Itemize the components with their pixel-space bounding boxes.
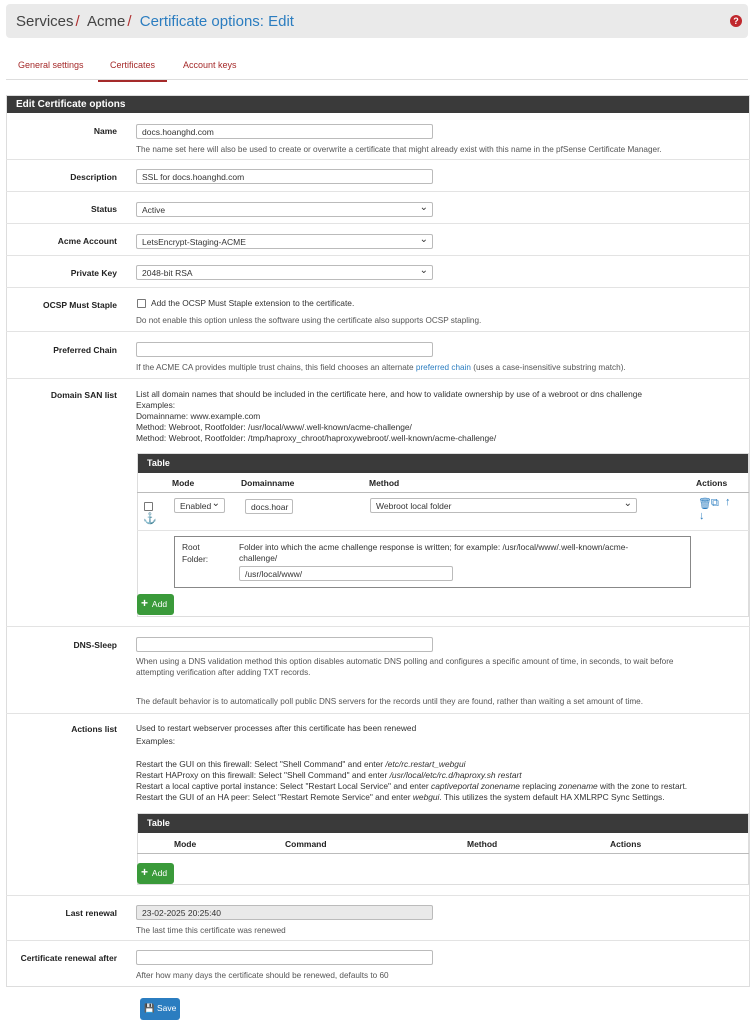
page-title: Certificate options: Edit (139, 13, 294, 30)
divider (6, 626, 750, 627)
private-key-select[interactable] (136, 265, 433, 280)
domain-san-examples: Examples: (136, 400, 176, 410)
actions-example-4-cmd: webgui (412, 792, 440, 802)
description-label: Description (70, 172, 117, 182)
row-mode-value: Enabled (180, 501, 212, 511)
status-value: Active (142, 205, 166, 215)
arrow-down-icon[interactable]: ↓ (699, 510, 705, 522)
copy-icon[interactable]: ⧉ (711, 497, 719, 509)
preferred-chain-input[interactable] (136, 342, 433, 357)
domain-san-table-title: Table (138, 454, 748, 473)
trash-icon[interactable]: 🗑 (698, 498, 712, 510)
breadcrumb-acme[interactable]: Acme (87, 13, 126, 30)
domain-add-button[interactable] (137, 594, 174, 615)
question-icon[interactable]: ? (730, 15, 742, 27)
tab-bar (6, 44, 748, 80)
ocsp-help: Do not enable this option unless the software using the certificate also supports OCSP stapling. (136, 316, 482, 325)
actions-example-2-cmd: /usr/local/etc/rc.d/haproxy.sh restart (389, 770, 522, 780)
actions-example-1 (136, 759, 465, 770)
table-header-divider (137, 853, 749, 854)
name-label: Name (93, 126, 117, 136)
description-input[interactable]: SSL for docs.hoanghd.com (136, 169, 433, 184)
breadcrumb-separator: / (75, 13, 80, 30)
divider (6, 713, 750, 714)
dns-sleep-input[interactable] (136, 637, 433, 652)
actions-list-label: Actions list (71, 724, 117, 734)
arrow-up-icon[interactable]: ↑ (725, 496, 731, 508)
status-select[interactable] (136, 202, 433, 217)
anchor-icon[interactable]: ⚓ (143, 513, 157, 525)
breadcrumb-services[interactable]: Services (16, 13, 74, 30)
root-folder-help-2: challenge/ (239, 553, 278, 563)
breadcrumb-separator: / (127, 13, 132, 30)
domain-add-label: Add (151, 599, 168, 609)
tab-account-keys[interactable]: Account keys (183, 60, 237, 70)
save-button[interactable] (140, 998, 180, 1020)
actions-example-4-post: . This utilizes the system default HA XMLRPC Sync Settings. (439, 792, 665, 802)
divider (6, 895, 750, 896)
preferred-chain-help-post: (uses a case-insensitive substring match). (473, 363, 626, 372)
col-mode: Mode (174, 839, 197, 849)
divider (6, 940, 750, 941)
actions-example-3-cmd: captiveportal zonename (431, 781, 520, 791)
root-folder-label-2: Folder: (182, 554, 209, 564)
actions-table (137, 813, 749, 885)
ocsp-checkbox[interactable] (137, 299, 146, 308)
actions-example-4-text: Restart the GUI of an HA peer: Select "Restart Remote Service" and enter (136, 792, 413, 802)
row-domainname-input[interactable]: docs.hoar (245, 499, 293, 514)
col-actions: Actions (696, 478, 728, 488)
actions-example-2-text: Restart HAProxy on this firewall: Select "Shell Command" and enter (136, 770, 390, 780)
col-command: Command (285, 839, 327, 849)
last-renewal-input: 23-02-2025 20:25:40 (136, 905, 433, 920)
divider (6, 191, 750, 192)
divider (6, 287, 750, 288)
plus-icon: + (141, 865, 149, 879)
domain-san-intro: List all domain names that should be included in the certificate here, and how to validate ownership by use of a webroot or dns challenge (136, 389, 643, 399)
table-header-divider (137, 492, 749, 493)
save-label: Save (156, 1003, 177, 1013)
actions-list-examples: Examples: (136, 736, 176, 746)
actions-example-1-cmd: /etc/rc.restart_webgui (385, 759, 466, 769)
renewal-after-input[interactable] (136, 950, 433, 965)
private-key-value: 2048-bit RSA (142, 268, 193, 278)
actions-table-title: Table (138, 814, 748, 833)
actions-example-3-text: Restart a local captive portal instance: Select "Restart Local Service" and enter (136, 781, 432, 791)
action-add-label: Add (151, 868, 168, 878)
col-method: Method (467, 839, 498, 849)
renewal-after-label: Certificate renewal after (20, 953, 117, 963)
col-domainname: Domainname (241, 478, 295, 488)
private-key-label: Private Key (70, 268, 117, 278)
actions-example-4 (136, 792, 665, 803)
last-renewal-help: The last time this certificate was renewed (136, 926, 286, 935)
domain-san-ex2: Method: Webroot, Rootfolder: /usr/local/www/.well-known/acme-challenge/ (136, 422, 412, 432)
ocsp-label: OCSP Must Staple (43, 300, 117, 310)
breadcrumb (16, 13, 294, 30)
domain-san-table (137, 453, 749, 617)
root-folder-input[interactable]: /usr/local/www/ (239, 566, 453, 581)
col-actions: Actions (610, 839, 642, 849)
actions-example-2 (136, 770, 522, 781)
actions-list-intro: Used to restart webserver processes after this certificate has been renewed (136, 723, 417, 733)
row-mode-select[interactable] (174, 498, 225, 513)
actions-example-3-zone: zonename (558, 781, 598, 791)
root-folder-label-1: Root (182, 542, 200, 552)
actions-example-3-post: with the zone to restart. (597, 781, 688, 791)
divider (6, 255, 750, 256)
domain-san-ex1: Domainname: www.example.com (136, 411, 261, 421)
name-help: The name set here will also be used to create or overwrite a certificate that might already exist with this name in the pfSense Certificate Manager. (136, 145, 662, 154)
action-add-button[interactable] (137, 863, 174, 884)
acme-account-label: Acme Account (57, 236, 117, 246)
acme-account-value: LetsEncrypt-Staging-ACME (142, 237, 246, 247)
col-method: Method (369, 478, 400, 488)
tab-general-settings[interactable]: General settings (18, 60, 84, 70)
renewal-after-help: After how many days the certificate should be renewed, defaults to 60 (136, 971, 389, 980)
divider (6, 159, 750, 160)
acme-account-select[interactable] (136, 234, 433, 249)
actions-example-1-text: Restart the GUI on this firewall: Select "Shell Command" and enter (136, 759, 386, 769)
divider (6, 223, 750, 224)
dns-sleep-help-2: attempting verification after adding TXT records. (136, 668, 311, 677)
row-divider (137, 530, 749, 531)
dns-sleep-help-3: The default behavior is to automatically poll public DNS servers for the records until they are found, rather than waiting a set amount of time. (136, 697, 643, 706)
ocsp-checkbox-label: Add the OCSP Must Staple extension to the certificate. (151, 298, 355, 308)
breadcrumb-bar (6, 4, 748, 38)
divider (6, 378, 750, 379)
preferred-chain-label: Preferred Chain (53, 345, 117, 355)
row-select-checkbox[interactable] (144, 502, 153, 511)
row-method-select[interactable] (370, 498, 637, 513)
row-method-value: Webroot local folder (376, 501, 452, 511)
panel-title: Edit Certificate options (7, 96, 749, 113)
root-folder-help-1: Folder into which the acme challenge response is written; for example: /usr/local/www/.well-known/acme- (239, 542, 629, 552)
divider (6, 331, 750, 332)
col-mode: Mode (172, 478, 195, 488)
save-icon: 💾 (144, 1003, 155, 1013)
actions-example-3-mid: replacing (519, 781, 559, 791)
preferred-chain-help (136, 363, 626, 372)
domain-san-ex3: Method: Webroot, Rootfolder: /tmp/haproxy_chroot/haproxywebroot/.well-known/acme-challenge/ (136, 433, 497, 443)
domain-san-label: Domain SAN list (50, 390, 117, 400)
plus-icon: + (141, 596, 149, 610)
preferred-chain-link[interactable]: preferred chain (415, 363, 471, 372)
actions-example-3 (136, 781, 687, 792)
status-label: Status (91, 204, 117, 214)
preferred-chain-help-pre: If the ACME CA provides multiple trust chains, this field chooses an alternate (136, 363, 414, 372)
name-input[interactable]: docs.hoanghd.com (136, 124, 433, 139)
last-renewal-label: Last renewal (65, 908, 117, 918)
dns-sleep-label: DNS-Sleep (73, 640, 117, 650)
tab-certificates[interactable]: Certificates (98, 60, 167, 82)
dns-sleep-help-1: When using a DNS validation method this option disables automatic DNS polling and configures a specific amount of time, in seconds, to wait before (136, 657, 674, 666)
